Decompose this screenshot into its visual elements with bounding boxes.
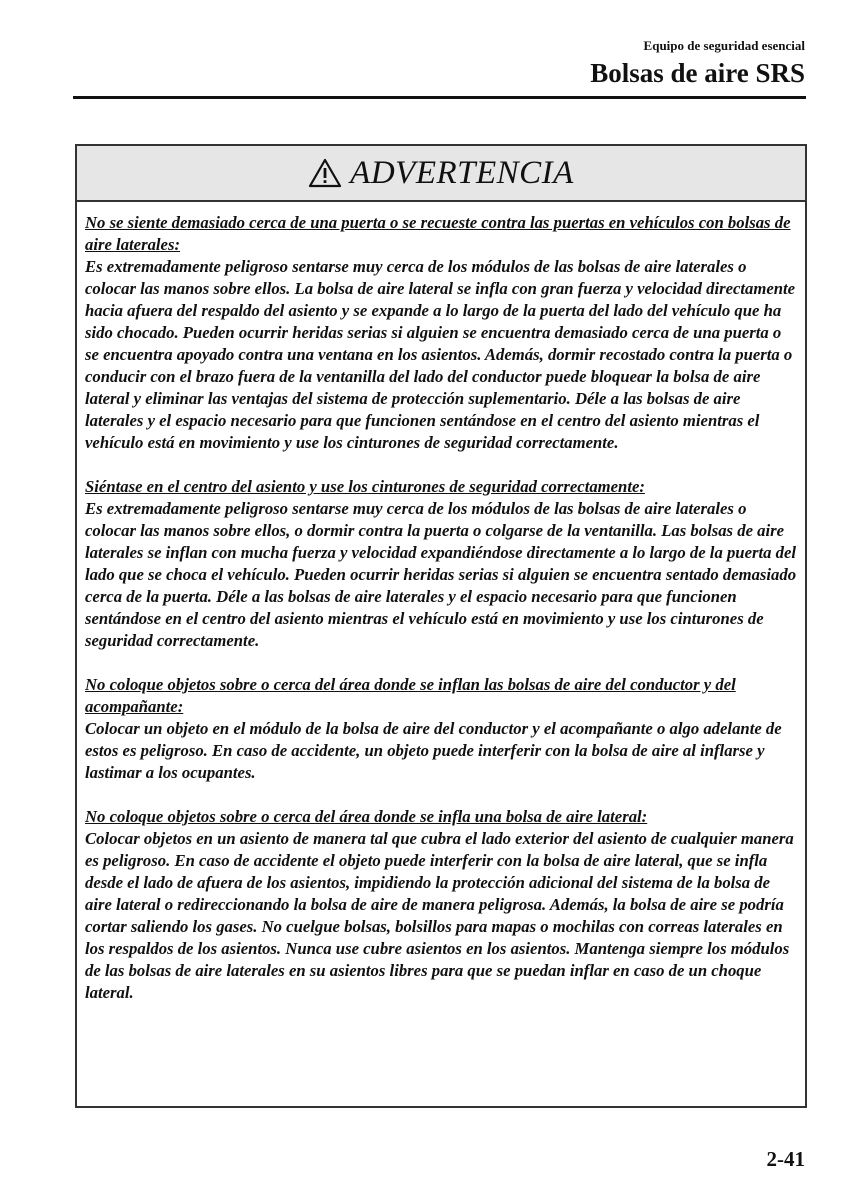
warning-block-text: Colocar objetos en un asiento de manera tal que cubra el lado exterior del asiento de cualquier manera es peligroso. En caso de accidente el objeto puede interferir con la bolsa de aire lateral, que se infla desde el lado de afuera de los asientos, impidiendo la protección adicional del sistema de la bolsa de aire lateral o redireccionando la bolsa de aire de manera peligrosa. Además, la bolsa de aire se podría cortar saliendo los gases. No cuelgue bolsas, bolsillos para mapas o mochilas con correas laterales en los respaldos de los asientos. Nunca use cubre asientos en los asientos. Mantenga siempre los módulos de las bolsas de aire laterales en su asientos libres para que se puedan inflar en caso de un choque lateral. (85, 829, 794, 1002)
warning-block-text: Colocar un objeto en el módulo de la bolsa de aire del conductor y el acompañante o algo adelante de estos es peligroso. En caso de accidente, un objeto puede interferir con la bolsa de aire al inflarse y lastimar a los ocupantes. (85, 719, 782, 782)
warning-block-text: Es extremadamente peligroso sentarse muy cerca de los módulos de las bolsas de aire laterales o colocar las manos sobre ellos. La bolsa de aire lateral se infla con gran fuerza y velocidad directamente hacia afuera del respaldo del asiento y se expande a lo largo de la puerta del lado del vehículo que ha sido chocado. Pueden ocurrir heridas serias si alguien se encuentra demasiado cerca de una puerta o se encuentra apoyado contra una ventana en los asientos. Además, dormir recostado contra la puerta o conducir con el brazo fuera de la ventanilla del lado del conductor puede bloquear la bolsa de aire lateral y eliminar las ventajas del sistema de protección suplementario. Déle a las bolsas de aire laterales y el espacio necesario para que funcionen sentándose en el centro del asiento mientras el vehículo está en movimiento y use los cinturones de seguridad correctamente. (85, 257, 796, 452)
warning-block (85, 806, 797, 1004)
warning-triangle-icon (308, 158, 342, 188)
page-header (590, 38, 805, 89)
warning-block (85, 212, 797, 454)
page-title: Bolsas de aire SRS (590, 58, 805, 88)
warning-block-heading: No coloque objetos sobre o cerca del área donde se infla una bolsa de aire lateral: (85, 807, 648, 826)
warning-block-text: Es extremadamente peligroso sentarse muy cerca de los módulos de las bolsas de aire laterales o colocar las manos sobre ellos, o dormir contra la puerta o colgarse de la ventanilla. Las bolsas de aire laterales se inflan con mucha fuerza y velocidad expandiéndose directamente a lo largo de la puerta del lado que se choca el vehículo. Pueden ocurrir heridas serias si alguien se encuentra sentado demasiado cerca de la puerta. Déle a las bolsas de aire laterales y el espacio necesario para que funcionen sentándose en el centro del asiento mientras el vehículo está en movimiento y use los cinturones de seguridad correctamente. (85, 499, 797, 650)
section-label: Equipo de seguridad esencial (643, 38, 805, 53)
page-number: 2-41 (766, 1147, 805, 1171)
header-divider (73, 96, 806, 99)
warning-block-heading: No se siente demasiado cerca de una puerta o se recueste contra las puertas en vehículos con bolsas de aire laterales: (85, 213, 791, 254)
warning-title: ADVERTENCIA (350, 154, 574, 191)
warning-header (77, 146, 805, 202)
warning-box (75, 144, 807, 1108)
warning-block-heading: No coloque objetos sobre o cerca del área donde se inflan las bolsas de aire del conductor y del acompañante: (85, 675, 736, 716)
warning-body (77, 202, 805, 1004)
warning-block (85, 674, 797, 784)
warning-block (85, 476, 797, 652)
warning-block-heading: Siéntase en el centro del asiento y use los cinturones de seguridad correctamente: (85, 477, 645, 496)
